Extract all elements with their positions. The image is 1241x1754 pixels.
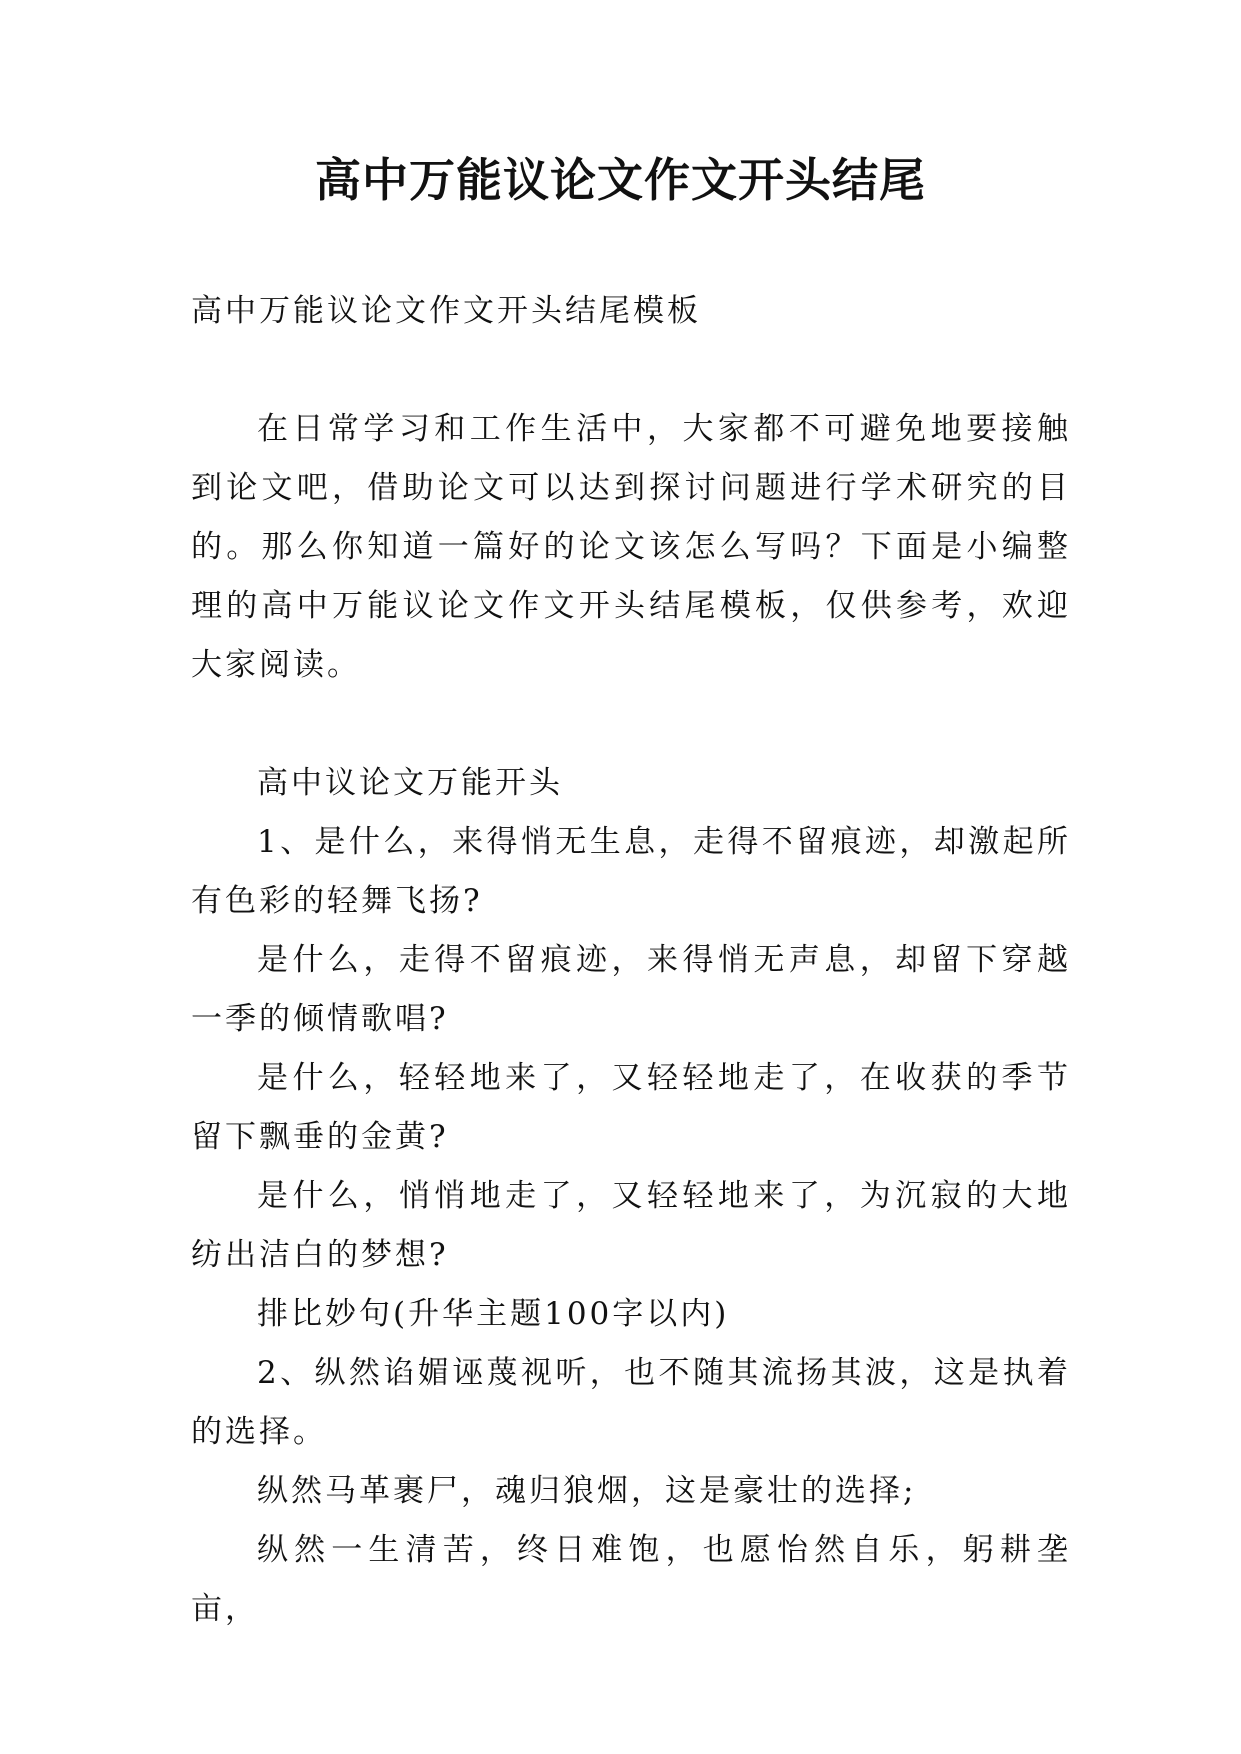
body-paragraph: 是什么，轻轻地来了，又轻轻地走了，在收获的季节留下飘垂的金黄?: [191, 1060, 1071, 1155]
document-title: 高中万能议论文作文开头结尾: [315, 153, 926, 207]
paragraph-gap: [191, 341, 1071, 400]
body-paragraph: 是什么，走得不留痕迹，来得悄无声息，却留下穿越一季的倾情歌唱?: [191, 942, 1071, 1037]
body-paragraph: 是什么，悄悄地走了，又轻轻地来了，为沉寂的大地纺出洁白的梦想?: [191, 1178, 1071, 1273]
body-paragraph: 1、是什么，来得悄无生息，走得不留痕迹，却激起所有色彩的轻舞飞扬?: [191, 824, 1071, 919]
paragraph-gap: [191, 695, 1071, 754]
section-heading: 高中议论文万能开头: [257, 765, 563, 801]
subtitle-paragraph: 高中万能议论文作文开头结尾模板: [191, 293, 701, 329]
document-body: [191, 282, 1071, 1639]
body-paragraph: 纵然一生清苦，终日难饱，也愿怡然自乐，躬耕垄亩，: [191, 1532, 1071, 1627]
body-paragraph: 排比妙句(升华主题100字以内): [257, 1296, 730, 1332]
body-paragraph: 纵然马革裹尸，魂归狼烟，这是豪壮的选择;: [257, 1473, 917, 1509]
body-paragraph: 2、纵然谄媚诬蔑视听，也不随其流扬其波，这是执着的选择。: [191, 1355, 1071, 1450]
intro-paragraph: 在日常学习和工作生活中，大家都不可避免地要接触到论文吧，借助论文可以达到探讨问题进行学术研究的目的。那么你知道一篇好的论文该怎么写吗？下面是小编整理的高中万能议论文作文开头结尾模板，仅供参考，欢迎大家阅读。: [191, 411, 1071, 683]
